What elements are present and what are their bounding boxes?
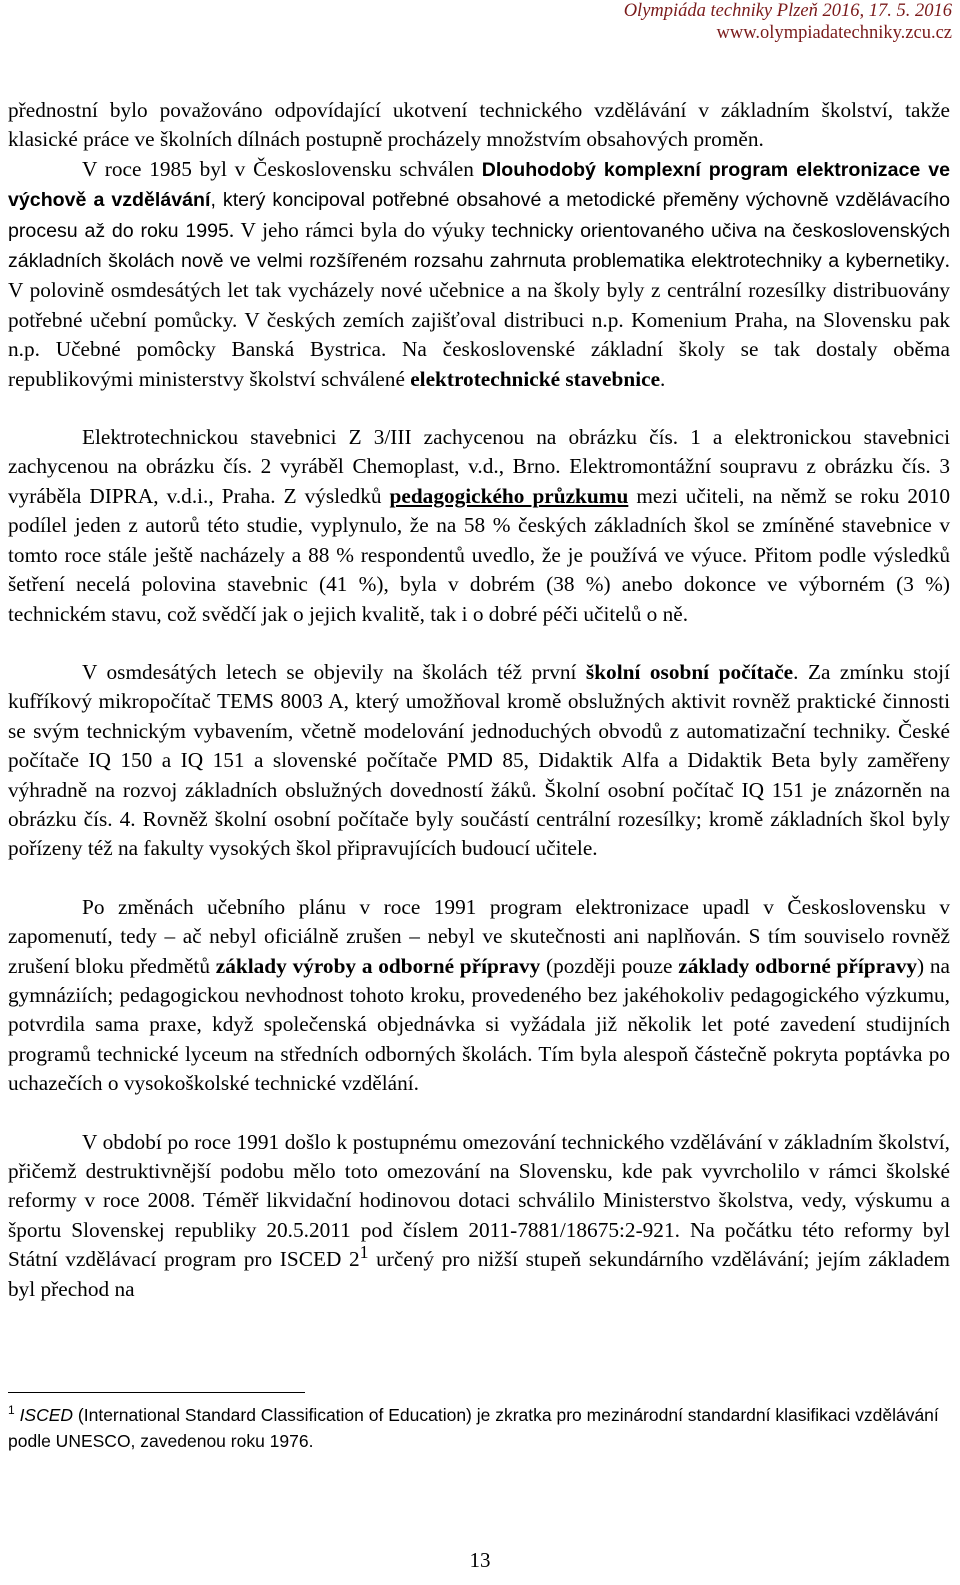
paragraph-3: Elektrotechnickou stavebnici Z 3/III zachycenou na obrázku čís. 1 a elektronickou stavebnici zachycenou na obrázku čís. 2 vyráběl Chemoplast, v.d., Brno. Elektromontážní soupravu z obrázku čís. 3 vyráběla DIPRA, v.d.i., Praha. Z výsledků pedagogického průzkumu mezi učiteli, na němž se roku 2010 podílel jeden z autorů této studie, vyplynulo, že na 58 % českých základních škol se zmíněné stavebnice v tomto roce stále ještě nacházely a 88 % respondentů uvedlo, že je používá ve výuce. Přitom podle výsledků šetření necelá polovina stavebnic (41 %), byla v dobrém (38 %) anebo dokonce ve výborném (3 %) technickém stavu, což svědčí jak o jejich kvalitě, tak i o dobré péči učitelů o ně. xyxy=(8,425,951,626)
paragraph-1: přednostní bylo považováno odpovídající ukotvení technického vzdělávání v základním školství, takže klasické práce ve školních dílnách postupně procházely množstvím obsahových proměn. xyxy=(8,98,950,152)
paragraph-2: V roce 1985 byl v Československu schválen Dlouhodobý komplexní program elektronizace ve výchově a vzdělávání, který koncipoval potřebné obsahové a metodické přeměny výchovně vzdělávacího procesu až do roku 1995. V jeho rámci byla do výuky technicky orientovaného učiva na československých základních školách nově ve velmi rozšířeném rozsahu zahrnuta problematika elektrotechniky a kybernetiky. V polovině osmdesátých let tak vycházely nové učebnice a na školy byly z centrální rozesílky distribuovány potřebné učební pomůcky. V českých zemích zajišťoval distribuci n.p. Komenium Praha, na Slovensku pak n.p. Učebné pomôcky Banská Bystrica. Na československé základní školy se tak dostaly oběma republikovými ministerstvy školství schválené elektrotechnické stavebnice. xyxy=(8,156,950,391)
paragraph-5: Po změnách učebního plánu v roce 1991 program elektronizace upadl v Československu v zapomenutí, tedy – ač nebyl oficiálně zrušen – nebyl ve skutečnosti ani naplňován. S tím souviselo rovněž zrušení bloku předmětů základy výroby a odborné přípravy (později pouze základy odborné přípravy) na gymnáziích; pedagogickou nevhodnost tohoto kroku, provedeného bez jakéhokoliv pedagogického výzkumu, potvrdila sama praxe, když společenská objednávka si vyžádala již několik let poté zavedení studijních programů technické lyceum na středních odborných školách. Tím byla alespoň částečně pokryta poptávka po uchazečích o vysokoškolské technické vzdělání. xyxy=(8,894,950,1096)
conference-title: Olympiáda techniky Plzeň 2016, 17. 5. 2016 xyxy=(623,1,952,21)
conference-url: www.olympiadatechniky.zcu.cz xyxy=(716,23,952,43)
paragraph-4: V osmdesátých letech se objevily na školách též první školní osobní počítače. Za zmínku stojí kufříkový mikropočítač TEMS 8003 A, který umožňoval kromě obslužných aktivit rovněž praktické činnosti se svým technickým vybavením, včetně modelování jednoduchých obvodů z automatizační techniky. České počítače IQ 150 a IQ 151 a slovenské počítače PMD 85, Didaktik Alfa a Didaktik Beta byly zaměřeny výhradně na rozvoj základních obslužných dovedností žáků. Školní osobní počítač IQ 151 je znázorněn na obrázku čís. 4. Rovněž školní osobní počítače byly součástí centrální rozesílky; kromě základních škol byly pořízeny též na fakulty vysokých škol připravujících budoucí učitele. xyxy=(8,659,950,861)
page-number: 13 xyxy=(469,1548,491,1572)
page-header xyxy=(624,0,952,44)
footnote-term: ISCED xyxy=(19,1405,74,1425)
footnote-text: (International Standard Classification of Education) je zkratka pro mezinárodní standardní klasifikaci vzdělávání podle UNESCO, zavedenou roku 1976. xyxy=(8,1405,939,1451)
footnote-divider xyxy=(8,1392,305,1393)
paragraph-6: V období po roce 1991 došlo k postupnému omezování technického vzdělávání v základním školství, přičemž destruktivnější podobu mělo toto omezování na Slovensku, kde pak vyvrcholilo v rámci školské reformy v roce 2008. Téměř likvidační hodinovou dotaci schválilo Ministerstvo školstva, vedy, výskumu a športu Slovenskej republiky 20.5.2011 pod číslem 2011-7881/18675:2-921. Na počátku této reformy byl Státní vzdělávací program pro ISCED $2^1$ určený pro nižší stupeň sekundárního vzdělávání; jejím základem byl přechod na xyxy=(8,1129,950,1301)
article-body xyxy=(8,96,950,1304)
footnote-mark: 1 xyxy=(8,1403,15,1418)
footnote-ref: 1 xyxy=(359,1242,369,1263)
footnote xyxy=(8,1402,950,1454)
